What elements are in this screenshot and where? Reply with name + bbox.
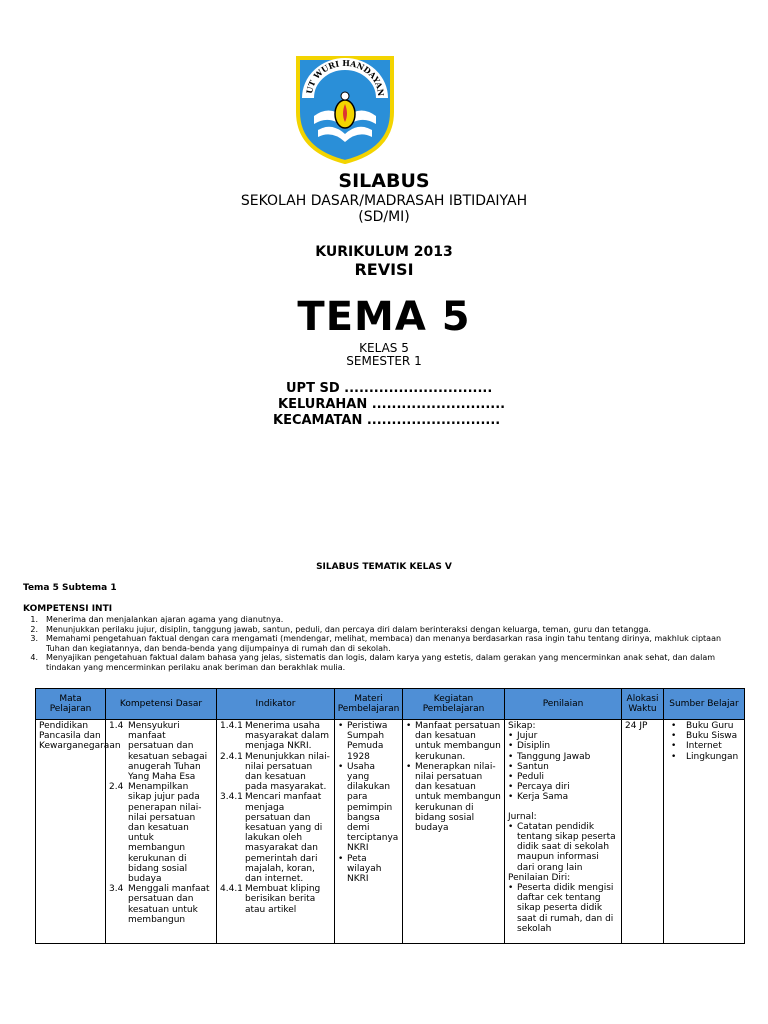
tut-wuri-handayani-logo xyxy=(290,52,400,164)
syllabus-table xyxy=(35,688,745,944)
penilaian-diri-item: • Peserta didik mengisi daftar cek tentang sikap peserta didik saat di rumah, dan di sekolah xyxy=(508,883,614,934)
cell-indikator xyxy=(217,720,335,944)
sikap-item: • Percaya diri xyxy=(508,782,570,793)
sikap-item: • Tanggung Jawab xyxy=(508,751,591,762)
col-header: Kegiatan Pembelajaran xyxy=(403,689,505,720)
col-header: Indikator xyxy=(217,689,335,720)
sikap-label: Sikap: xyxy=(508,721,536,731)
kd-item: 2.4 Menampilkan sikap jujur pada penerapan nilai-nilai persatuan dan kesatuan untuk membangun kerukunan di bidang sosial budaya xyxy=(109,782,202,885)
jurnal-item: • Catatan pendidik tentang sikap peserta didik saat di sekolah maupun informasi dari orang lain xyxy=(508,821,616,873)
doc-subtema: Tema 5 Subtema 1 xyxy=(23,583,117,593)
penilaian-diri-label: Penilaian Diri: xyxy=(508,872,571,883)
cover-grade: KELAS 5 xyxy=(359,341,409,355)
col-header: Alokasi Waktu xyxy=(622,689,664,720)
col-header: Penilaian xyxy=(505,689,622,720)
cell-penilaian xyxy=(505,720,622,944)
cover-title: SILABUS xyxy=(338,170,430,192)
col-header: Sumber Belajar xyxy=(664,689,745,720)
kegiatan-item: • Menerapkan nilai-nilai persatuan dan kesatuan untuk membangun kerukunan di bidang sosial budaya xyxy=(406,761,501,834)
sikap-item: • Kerja Sama xyxy=(508,792,569,803)
cell-mapel: Pendidikan Pancasila dan Kewarganegaraan xyxy=(36,720,106,944)
sikap-item: • Jujur xyxy=(508,731,538,742)
ki-item: 2. Menunjukkan perilaku jujur, disiplin, tanggung jawab, santun, peduli, dan percaya diri dalam berinteraksi dengan keluarga, teman, guru dan tetangga. xyxy=(30,624,651,634)
cell-materi xyxy=(335,720,403,944)
ki-item: 4. Menyajikan pengetahuan faktual dalam bahasa yang jelas, sistematis dan logis, dalam karya yang estetis, dalam gerakan yang mencerminkan anak sehat, dan dalam tindakan yang mencerminkan perilaku anak beriman dan berakhlak mulia. xyxy=(30,653,716,672)
cell-kegiatan xyxy=(403,720,505,944)
kd-item: 1.4 Mensyukuri manfaat persatuan dan kesatuan sebagai anugerah Tuhan Yang Maha Esa xyxy=(109,721,208,783)
ki-title: KOMPETENSI INTI xyxy=(23,604,113,614)
table-row xyxy=(36,720,745,944)
cover-curriculum: KURIKULUM 2013 xyxy=(315,244,453,260)
cover-kecamatan: KECAMATAN ........................... xyxy=(273,413,501,428)
materi-item: • Peristiwa Sumpah Pemuda 1928 xyxy=(338,721,388,762)
cover-school: SEKOLAH DASAR/MADRASAH IBTIDAIYAH xyxy=(240,193,528,209)
kd-item: 3.4 Menggali manfaat persatuan dan kesatuan untuk membangun xyxy=(109,884,210,925)
doc-heading: SILABUS TEMATIK KELAS V xyxy=(316,562,452,572)
cover-upt: UPT SD .............................. xyxy=(286,381,493,396)
cell-sumber xyxy=(664,720,745,944)
cover-theme: TEMA 5 xyxy=(297,294,471,340)
ki-item: 1. Menerima dan menjalankan ajaran agama yang dianutnya. xyxy=(30,615,284,624)
cover-school-short: (SD/MI) xyxy=(358,209,410,225)
indikator-item: 1.4.1 Menerima usaha masyarakat dalam menjaga NKRI. xyxy=(220,721,329,752)
col-header: Kompetensi Dasar xyxy=(106,689,217,720)
materi-item: • Peta wilayah NKRI xyxy=(338,853,382,885)
indikator-item: 2.4.1 Menunjukkan nilai-nilai persatuan dan kesatuan pada masyarakat. xyxy=(220,751,330,793)
cover-kelurahan: KELURAHAN ........................... xyxy=(278,397,506,412)
sikap-item: • Peduli xyxy=(508,772,545,783)
sumber-item: • Buku Siswa xyxy=(671,731,738,742)
ki-item: 3. Memahami pengetahuan faktual dengan cara mengamati (mendengar, melihat, membaca) dan menanya berdasarkan rasa ingin tahu tentang dirinya, makhluk ciptaan Tuhan dan kegiatannya, dan benda-benda yang dijumpainya di rumah dan di sekolah. xyxy=(30,634,722,653)
col-header: Mata Pelajaran xyxy=(36,689,106,720)
sikap-item: • Santun xyxy=(508,761,549,772)
cover-revision: REVISI xyxy=(354,260,414,279)
cover-semester: SEMESTER 1 xyxy=(346,354,422,368)
sumber-item: • Lingkungan xyxy=(671,751,739,762)
indikator-item: 4.4.1 Membuat kliping berisikan berita atau artikel xyxy=(220,884,321,915)
cell-alokasi: 24 JP xyxy=(622,720,664,944)
kegiatan-item: • Manfaat persatuan dan kesatuan untuk membangun kerukunan. xyxy=(406,721,501,762)
ki-list xyxy=(23,615,747,672)
materi-item: • Usaha yang dilakukan para pemimpin bangsa demi terciptanya NKRI xyxy=(338,761,399,854)
indikator-item: 3.4.1 Mencari manfaat menjaga persatuan dan kesatuan yang di lakukan oleh masyarakat dan pemerintah dari majalah, koran, dan internet. xyxy=(220,792,323,885)
sumber-item: • Buku Guru xyxy=(671,721,734,731)
sumber-item: • Internet xyxy=(671,741,722,752)
table-header-row xyxy=(36,689,745,720)
sikap-item: • Disiplin xyxy=(508,741,551,752)
jurnal-label: Jurnal: xyxy=(508,811,537,822)
col-header: Materi Pembelajaran xyxy=(335,689,403,720)
cell-kd xyxy=(106,720,217,944)
svg-text:TUT WURI HANDAYANI: UT WURI HANDAYAN xyxy=(303,57,387,97)
